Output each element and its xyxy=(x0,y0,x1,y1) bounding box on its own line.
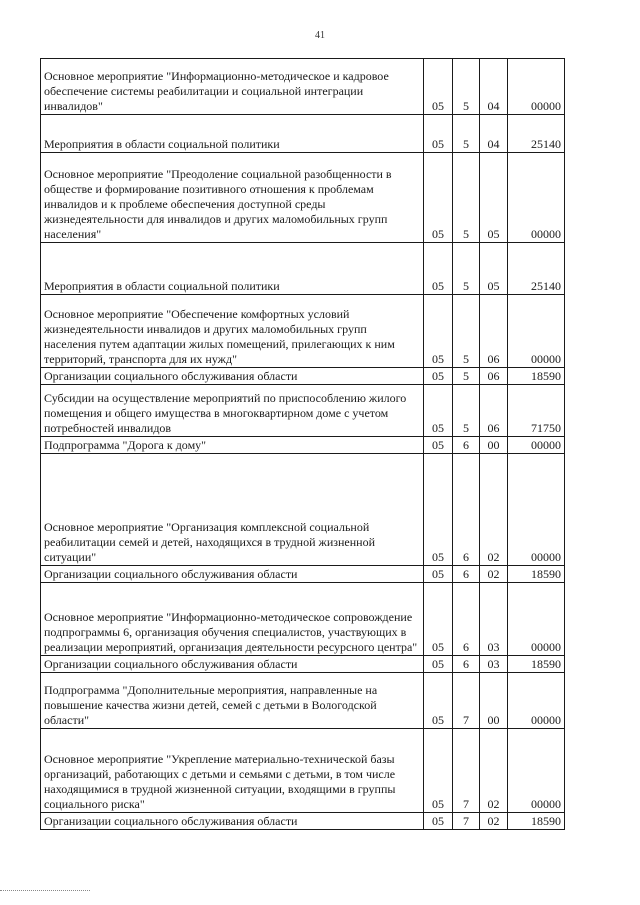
table-row xyxy=(41,454,565,566)
row-target-code: 00000 xyxy=(508,59,565,115)
row-name-cell: Организации социального обслуживания области xyxy=(41,368,424,385)
row-name-cell: Организации социального обслуживания области xyxy=(41,566,424,583)
row-target-code: 00000 xyxy=(508,437,565,454)
row-name-cell: Основное мероприятие "Организация комплексной социальной реабилитации семей и детей, находящихся в трудной жизненной ситуации" xyxy=(41,454,424,566)
row-target-code: 00000 xyxy=(508,454,565,566)
row-name-cell: Основное мероприятие "Информационно-методическое и кадровое обеспечение системы реабилитации и социальной интеграции инвалидов" xyxy=(41,59,424,115)
row-name-cell: Основное мероприятие "Преодоление социальной разобщенности в обществе и формирование позитивного отношения к проблемам инвалидов и к проблеме обеспечения доступной среды жизнедеятельности для инвалидов и других маломобильных групп населения" xyxy=(41,153,424,243)
page-number: 41 xyxy=(315,30,325,41)
row-section-code: 05 xyxy=(424,729,453,813)
table-body xyxy=(41,59,565,830)
row-program-code: 05 xyxy=(480,243,508,295)
table-row xyxy=(41,243,565,295)
row-program-code: 06 xyxy=(480,368,508,385)
table-row xyxy=(41,437,565,454)
row-program-code: 02 xyxy=(480,813,508,830)
row-program-code: 02 xyxy=(480,454,508,566)
row-target-code: 00000 xyxy=(508,729,565,813)
row-subsection-code: 6 xyxy=(453,437,480,454)
row-subsection-code: 6 xyxy=(453,566,480,583)
row-name-cell: Основное мероприятие "Обеспечение комфортных условий жизнедеятельности инвалидов и других маломобильных групп населения путем адаптации жилых помещений, прилегающих к ним территорий, транспорта для их нужд" xyxy=(41,295,424,368)
row-target-code: 00000 xyxy=(508,153,565,243)
row-program-code: 06 xyxy=(480,385,508,437)
table-row xyxy=(41,729,565,813)
row-name-cell: Субсидии на осуществление мероприятий по приспособлению жилого помещения и общего имущества в многоквартирном доме с учетом потребностей инвалидов xyxy=(41,385,424,437)
row-target-code: 18590 xyxy=(508,813,565,830)
row-subsection-code: 5 xyxy=(453,153,480,243)
row-target-code: 18590 xyxy=(508,368,565,385)
row-subsection-code: 5 xyxy=(453,385,480,437)
row-name-cell: Организации социального обслуживания области xyxy=(41,656,424,673)
row-target-code: 00000 xyxy=(508,295,565,368)
row-section-code: 05 xyxy=(424,59,453,115)
row-program-code: 00 xyxy=(480,673,508,729)
row-program-code: 04 xyxy=(480,59,508,115)
row-target-code: 00000 xyxy=(508,673,565,729)
row-program-code: 03 xyxy=(480,583,508,656)
row-section-code: 05 xyxy=(424,243,453,295)
row-subsection-code: 6 xyxy=(453,656,480,673)
row-program-code: 04 xyxy=(480,115,508,153)
row-target-code: 71750 xyxy=(508,385,565,437)
row-target-code: 00000 xyxy=(508,583,565,656)
row-program-code: 00 xyxy=(480,437,508,454)
table-row xyxy=(41,59,565,115)
table-row xyxy=(41,566,565,583)
row-program-code: 05 xyxy=(480,153,508,243)
row-target-code: 25140 xyxy=(508,115,565,153)
row-name-cell: Подпрограмма "Дорога к дому" xyxy=(41,437,424,454)
table-row xyxy=(41,813,565,830)
table-row xyxy=(41,153,565,243)
row-subsection-code: 5 xyxy=(453,59,480,115)
row-section-code: 05 xyxy=(424,813,453,830)
row-section-code: 05 xyxy=(424,454,453,566)
table-row xyxy=(41,673,565,729)
row-subsection-code: 5 xyxy=(453,243,480,295)
row-section-code: 05 xyxy=(424,673,453,729)
footer-rule xyxy=(0,890,90,891)
budget-classification-table xyxy=(40,58,565,830)
row-name-cell: Мероприятия в области социальной политики xyxy=(41,243,424,295)
row-section-code: 05 xyxy=(424,385,453,437)
row-name-cell: Основное мероприятие "Информационно-методическое сопровождение подпрограммы 6, организация обучения специалистов, участвующих в реализации мероприятий, организация деятельности ресурсного центра" xyxy=(41,583,424,656)
row-section-code: 05 xyxy=(424,115,453,153)
row-subsection-code: 7 xyxy=(453,729,480,813)
table-row xyxy=(41,295,565,368)
table-row xyxy=(41,656,565,673)
row-program-code: 03 xyxy=(480,656,508,673)
row-name-cell: Основное мероприятие "Укрепление материально-технической базы организаций, работающих с детьми и семьями с детьми, в том числе находящимися в трудной жизненной ситуации, входящими в группы социального риска" xyxy=(41,729,424,813)
row-target-code: 18590 xyxy=(508,656,565,673)
row-name-cell: Подпрограмма "Дополнительные мероприятия, направленные на повышение качества жизни детей, семей с детьми в Вологодской области" xyxy=(41,673,424,729)
row-section-code: 05 xyxy=(424,295,453,368)
row-section-code: 05 xyxy=(424,437,453,454)
row-subsection-code: 6 xyxy=(453,454,480,566)
table-row xyxy=(41,583,565,656)
table-row xyxy=(41,385,565,437)
row-section-code: 05 xyxy=(424,583,453,656)
table-row xyxy=(41,368,565,385)
row-name-cell: Мероприятия в области социальной политики xyxy=(41,115,424,153)
row-subsection-code: 7 xyxy=(453,673,480,729)
row-program-code: 02 xyxy=(480,566,508,583)
row-section-code: 05 xyxy=(424,368,453,385)
row-subsection-code: 5 xyxy=(453,295,480,368)
row-subsection-code: 7 xyxy=(453,813,480,830)
row-target-code: 25140 xyxy=(508,243,565,295)
row-program-code: 02 xyxy=(480,729,508,813)
row-subsection-code: 6 xyxy=(453,583,480,656)
row-name-cell: Организации социального обслуживания области xyxy=(41,813,424,830)
row-section-code: 05 xyxy=(424,153,453,243)
table-row xyxy=(41,115,565,153)
row-program-code: 06 xyxy=(480,295,508,368)
row-section-code: 05 xyxy=(424,656,453,673)
row-subsection-code: 5 xyxy=(453,368,480,385)
row-subsection-code: 5 xyxy=(453,115,480,153)
row-target-code: 18590 xyxy=(508,566,565,583)
row-section-code: 05 xyxy=(424,566,453,583)
